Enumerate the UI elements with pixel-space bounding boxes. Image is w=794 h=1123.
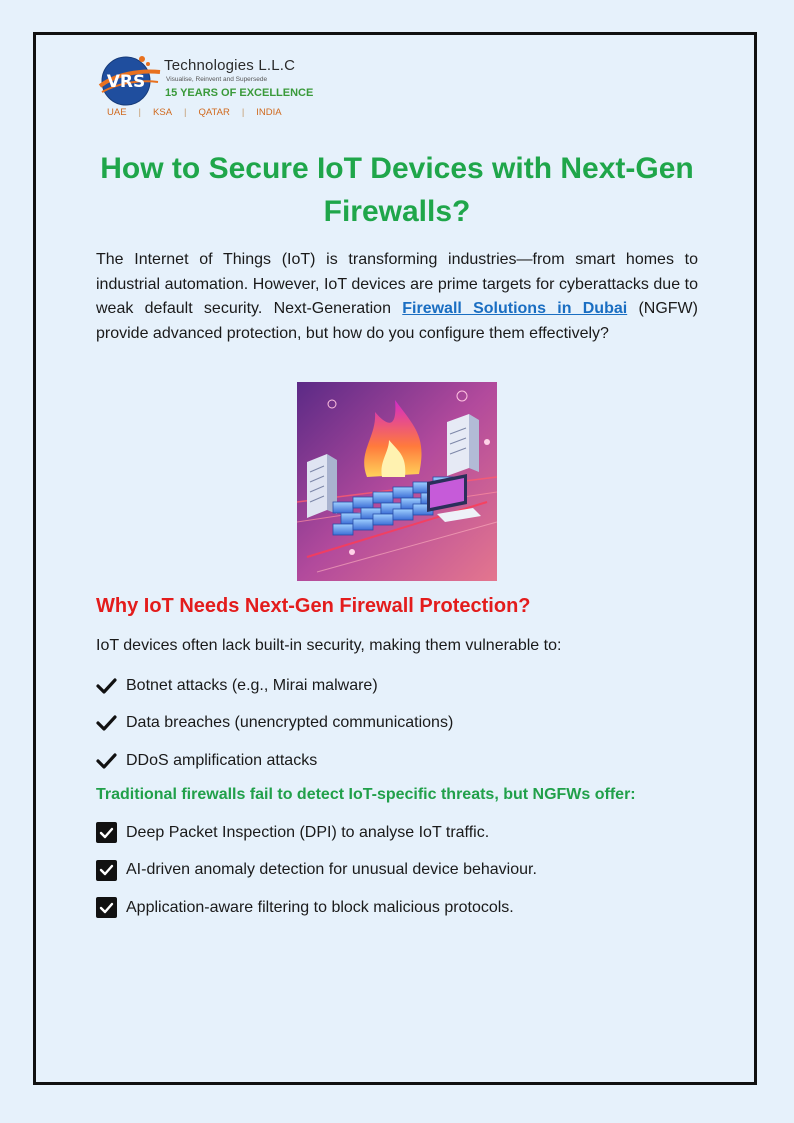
- checkmark-icon: [96, 678, 126, 694]
- logo-mark-text: VRS: [106, 72, 146, 92]
- checkbox-checked-icon: [96, 822, 126, 843]
- feature-list: [96, 814, 537, 927]
- section-subheading: Traditional firewalls fail to detect IoT-specific threats, but NGFWs offer:: [96, 786, 636, 803]
- page-title: How to Secure IoT Devices with Next-Gen Firewalls?: [100, 152, 694, 228]
- logo-countries: UAE | KSA | QATAR | INDIA: [107, 107, 282, 118]
- checkbox-checked-icon: [96, 860, 126, 881]
- country-qatar: QATAR: [198, 107, 230, 118]
- logo-tagline: Visualise, Reinvent and Supersede: [166, 76, 268, 83]
- threat-list: [96, 667, 453, 780]
- feature-text: Application-aware filtering to block malicious protocols.: [126, 898, 514, 916]
- threat-text: Data breaches (unencrypted communications): [126, 714, 454, 732]
- feature-text: Deep Packet Inspection (DPI) to analyse IoT traffic.: [126, 823, 490, 841]
- intro-paragraph: [96, 248, 698, 346]
- country-ksa: KSA: [153, 107, 173, 118]
- list-item: [96, 852, 537, 890]
- threat-text: Botnet attacks (e.g., Mirai malware): [126, 676, 378, 694]
- list-item: [96, 667, 453, 705]
- checkmark-icon: [96, 753, 126, 769]
- logo-company-name: Technologies L.L.C: [164, 57, 296, 74]
- vrs-globe-icon: [96, 52, 164, 108]
- list-item: [96, 814, 537, 852]
- logo-years: 15 YEARS OF EXCELLENCE: [165, 87, 314, 99]
- list-item: [96, 889, 537, 927]
- country-uae: UAE: [107, 107, 127, 118]
- company-logo[interactable]: [96, 52, 336, 122]
- firewall-solutions-link[interactable]: Firewall Solutions in Dubai: [402, 300, 628, 317]
- intro-text-before: The Internet of Things (IoT) is transforming industries—from smart homes to industrial automation. However, IoT devices are prime targets for cyberattacks due to weak default security. Next-Generation: [96, 251, 698, 317]
- checkbox-checked-icon: [96, 897, 126, 918]
- feature-text: AI-driven anomaly detection for unusual device behaviour.: [126, 861, 537, 879]
- firewall-illustration-icon: [297, 382, 497, 581]
- section-lead: IoT devices often lack built-in security, making them vulnerable to:: [96, 637, 562, 654]
- threat-text: DDoS amplification attacks: [126, 751, 318, 769]
- section-heading: Why IoT Needs Next-Gen Firewall Protection?: [96, 595, 531, 617]
- country-india: INDIA: [256, 107, 282, 118]
- intro-text-after: (NGFW) provide advanced protection, but how do you configure them effectively?: [96, 300, 698, 342]
- checkmark-icon: [96, 715, 126, 731]
- list-item: [96, 705, 453, 743]
- list-item: [96, 742, 453, 780]
